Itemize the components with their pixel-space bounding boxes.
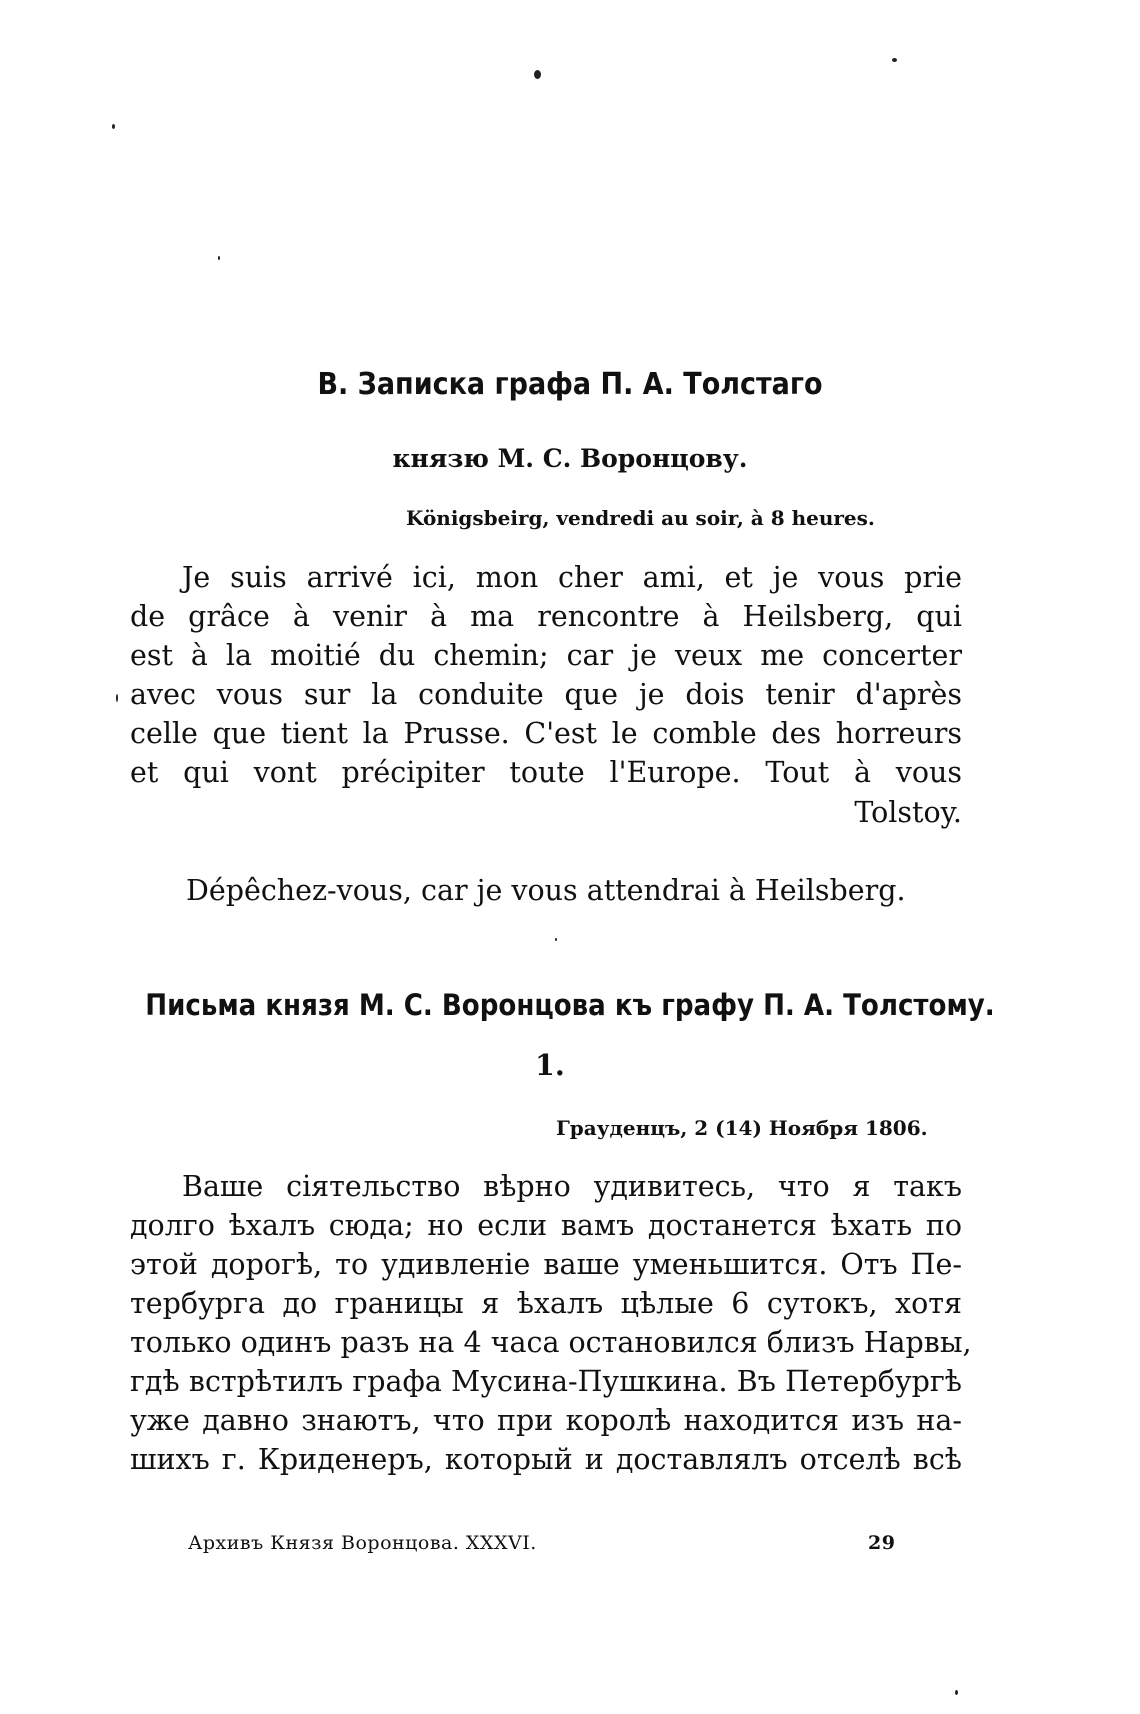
note-body-line: est à la moitié du chemin; car je veux me concerter [130,639,962,672]
note-heading: В. Записка графа П. А. Толстаго [317,367,823,402]
letter-body-line: долго ѣхалъ сюда; но если вамъ достанется ѣхать по [130,1209,962,1242]
letter-body [130,1167,972,1479]
letter-body-line: тербурга до границы я ѣхалъ цѣлые 6 сутокъ, хотя [130,1287,962,1320]
letter-number: 1. [535,1048,565,1082]
note-body-line: celle que tient la Prusse. C'est le comble des horreurs [130,717,962,750]
letter-body-line: только одинъ разъ на 4 часа остановился близъ Нарвы, [130,1326,972,1359]
note-body [130,558,962,792]
ink-speck [112,124,115,129]
letter-body-line: гдѣ встрѣтилъ графа Мусина-Пушкина. Въ Петербургѣ [130,1365,962,1398]
letter-body-line: шихъ г. Криденеръ, который и доставлялъ отселѣ всѣ [130,1443,962,1476]
ink-speck [116,694,118,702]
letter-dateline: Грауденцъ, 2 (14) Ноября 1806. [556,1116,928,1140]
page-number: 29 [868,1532,896,1554]
ink-speck [555,938,557,941]
ink-speck [218,256,220,260]
ink-speck [534,70,541,79]
letters-heading: Письма князя М. С. Воронцова къ графу П. А. Толстому. [145,988,995,1022]
ink-speck [955,1690,958,1695]
letter-body-line: этой дорогѣ, то удивленіе ваше уменьшится. Отъ Пе- [130,1248,962,1281]
note-body-line: de grâce à venir à ma rencontre à Heilsberg, qui [130,600,962,633]
note-body-line: Je suis arrivé ici, mon cher ami, et je vous prie [182,561,962,594]
letter-body-line: уже давно знаютъ, что при королѣ находится изъ на- [130,1404,962,1437]
footer-title: Архивъ Князя Воронцова. XXXVI. [188,1532,537,1554]
ink-speck [892,58,897,62]
note-signature: Tolstoy. [854,796,962,829]
note-dateline: Königsbeirg, vendredi au soir, à 8 heures. [406,506,875,530]
letter-body-line: Ваше сіятельство вѣрно удивитесь, что я такъ [182,1170,962,1203]
note-body-line: et qui vont précipiter toute l'Europe. Tout à vous [130,756,962,789]
note-body-line: avec vous sur la conduite que je dois tenir d'après [130,678,962,711]
note-subheading: князю М. С. Воронцову. [392,444,748,473]
note-postscript: Dépêchez-vous, car je vous attendrai à Heilsberg. [186,874,906,907]
